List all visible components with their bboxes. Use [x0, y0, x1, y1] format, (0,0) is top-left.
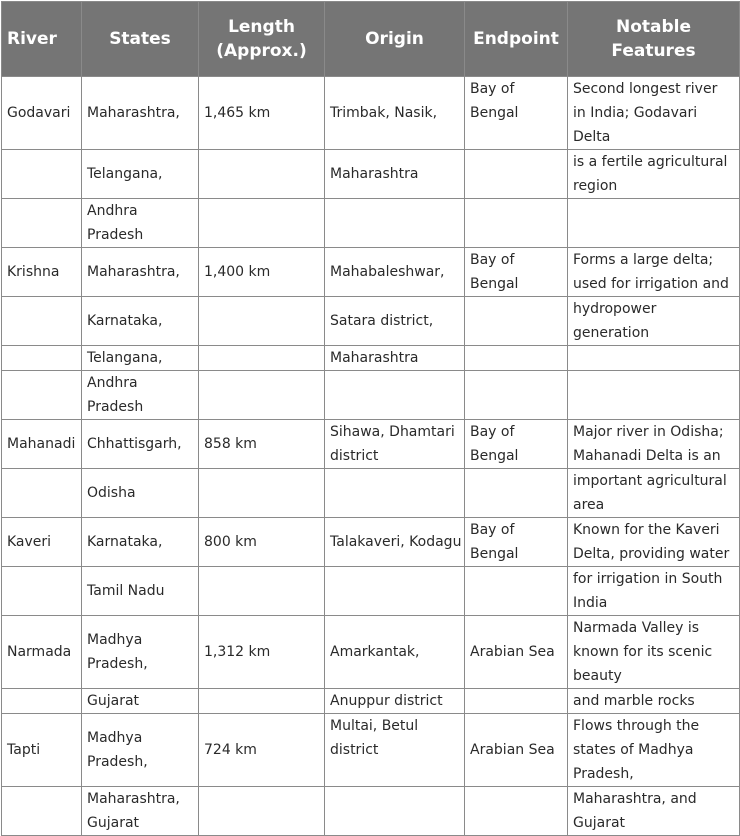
features-cell: Second longest river in India; Godavari Delta — [568, 77, 740, 150]
header-length — [199, 2, 325, 77]
river-cell: Godavari — [2, 77, 82, 150]
length-cell: 1,465 km — [199, 77, 325, 150]
states-cell: Madhya Pradesh, — [82, 616, 199, 689]
states-cell: Maharashtra, — [82, 77, 199, 150]
endpoint-cell: Bay of Bengal — [465, 248, 568, 297]
origin-cell — [325, 469, 465, 518]
endpoint-cell: Bay of Bengal — [465, 420, 568, 469]
length-cell — [199, 567, 325, 616]
endpoint-cell — [465, 689, 568, 714]
origin-cell: Multai, Betul district — [325, 714, 465, 787]
header-row — [2, 2, 740, 77]
river-cell — [2, 199, 82, 248]
length-cell — [199, 469, 325, 518]
river-cell — [2, 469, 82, 518]
origin-cell: Amarkantak, — [325, 616, 465, 689]
table-row — [2, 787, 740, 836]
table-row — [2, 346, 740, 371]
length-cell — [199, 787, 325, 836]
states-cell: Tamil Nadu — [82, 567, 199, 616]
table-row — [2, 371, 740, 420]
origin-cell: Sihawa, Dhamtari district — [325, 420, 465, 469]
length-cell — [199, 150, 325, 199]
origin-cell: Mahabaleshwar, — [325, 248, 465, 297]
features-cell: Known for the Kaveri Delta, providing water — [568, 518, 740, 567]
river-cell — [2, 567, 82, 616]
table-row — [2, 714, 740, 787]
states-cell: Gujarat — [82, 689, 199, 714]
endpoint-cell — [465, 199, 568, 248]
endpoint-cell — [465, 469, 568, 518]
length-cell — [199, 371, 325, 420]
origin-cell: Satara district, — [325, 297, 465, 346]
river-cell: Kaveri — [2, 518, 82, 567]
origin-cell: Trimbak, Nasik, — [325, 77, 465, 150]
river-cell: Krishna — [2, 248, 82, 297]
features-cell — [568, 371, 740, 420]
length-cell: 724 km — [199, 714, 325, 787]
origin-cell — [325, 371, 465, 420]
endpoint-cell — [465, 371, 568, 420]
river-cell — [2, 787, 82, 836]
endpoint-cell — [465, 346, 568, 371]
features-cell: Forms a large delta; used for irrigation and — [568, 248, 740, 297]
length-cell — [199, 346, 325, 371]
features-cell: Flows through the states of Madhya Pradesh, — [568, 714, 740, 787]
river-cell — [2, 689, 82, 714]
table-row — [2, 150, 740, 199]
length-cell — [199, 689, 325, 714]
states-cell: Telangana, — [82, 150, 199, 199]
table-row — [2, 567, 740, 616]
length-cell — [199, 199, 325, 248]
endpoint-cell — [465, 567, 568, 616]
river-cell — [2, 346, 82, 371]
length-cell: 1,312 km — [199, 616, 325, 689]
table-row — [2, 689, 740, 714]
features-cell: Major river in Odisha; Mahanadi Delta is an — [568, 420, 740, 469]
header-length-line1: Length — [228, 17, 295, 37]
origin-cell: Maharashtra — [325, 150, 465, 199]
features-cell: and marble rocks — [568, 689, 740, 714]
states-cell: Chhattisgarh, — [82, 420, 199, 469]
states-cell: Madhya Pradesh, — [82, 714, 199, 787]
table-row — [2, 77, 740, 150]
length-cell: 800 km — [199, 518, 325, 567]
origin-cell — [325, 787, 465, 836]
river-cell: Tapti — [2, 714, 82, 787]
river-cell — [2, 371, 82, 420]
table-row — [2, 199, 740, 248]
endpoint-cell: Bay of Bengal — [465, 518, 568, 567]
features-cell — [568, 199, 740, 248]
features-cell: for irrigation in South India — [568, 567, 740, 616]
features-cell: Narmada Valley is known for its scenic beauty — [568, 616, 740, 689]
origin-cell: Anuppur district — [325, 689, 465, 714]
river-cell — [2, 150, 82, 199]
states-cell: Andhra Pradesh — [82, 371, 199, 420]
table-row — [2, 616, 740, 689]
river-cell — [2, 297, 82, 346]
length-cell — [199, 297, 325, 346]
features-cell: Maharashtra, and Gujarat — [568, 787, 740, 836]
endpoint-cell: Bay of Bengal — [465, 77, 568, 150]
origin-cell — [325, 567, 465, 616]
rivers-table — [1, 1, 740, 836]
states-cell: Maharashtra, — [82, 248, 199, 297]
river-cell: Mahanadi — [2, 420, 82, 469]
features-cell: hydropower generation — [568, 297, 740, 346]
origin-cell: Talakaveri, Kodagu — [325, 518, 465, 567]
table-row — [2, 297, 740, 346]
features-cell: is a fertile agricultural region — [568, 150, 740, 199]
states-cell: Karnataka, — [82, 518, 199, 567]
origin-cell: Maharashtra — [325, 346, 465, 371]
header-notable-features: Notable Features — [568, 2, 740, 77]
endpoint-cell — [465, 150, 568, 199]
states-cell: Karnataka, — [82, 297, 199, 346]
header-origin: Origin — [325, 2, 465, 77]
states-cell: Odisha — [82, 469, 199, 518]
features-cell — [568, 346, 740, 371]
header-river: River — [2, 2, 82, 77]
table-row — [2, 518, 740, 567]
endpoint-cell — [465, 297, 568, 346]
origin-cell — [325, 199, 465, 248]
length-cell: 1,400 km — [199, 248, 325, 297]
header-endpoint: Endpoint — [465, 2, 568, 77]
states-cell: Telangana, — [82, 346, 199, 371]
endpoint-cell: Arabian Sea — [465, 616, 568, 689]
endpoint-cell — [465, 787, 568, 836]
table-row — [2, 469, 740, 518]
states-cell: Maharashtra, Gujarat — [82, 787, 199, 836]
header-states: States — [82, 2, 199, 77]
states-cell: Andhra Pradesh — [82, 199, 199, 248]
river-cell: Narmada — [2, 616, 82, 689]
features-cell: important agricultural area — [568, 469, 740, 518]
length-cell: 858 km — [199, 420, 325, 469]
table-row — [2, 420, 740, 469]
endpoint-cell: Arabian Sea — [465, 714, 568, 787]
table-row — [2, 248, 740, 297]
header-length-line2: (Approx.) — [216, 41, 307, 61]
